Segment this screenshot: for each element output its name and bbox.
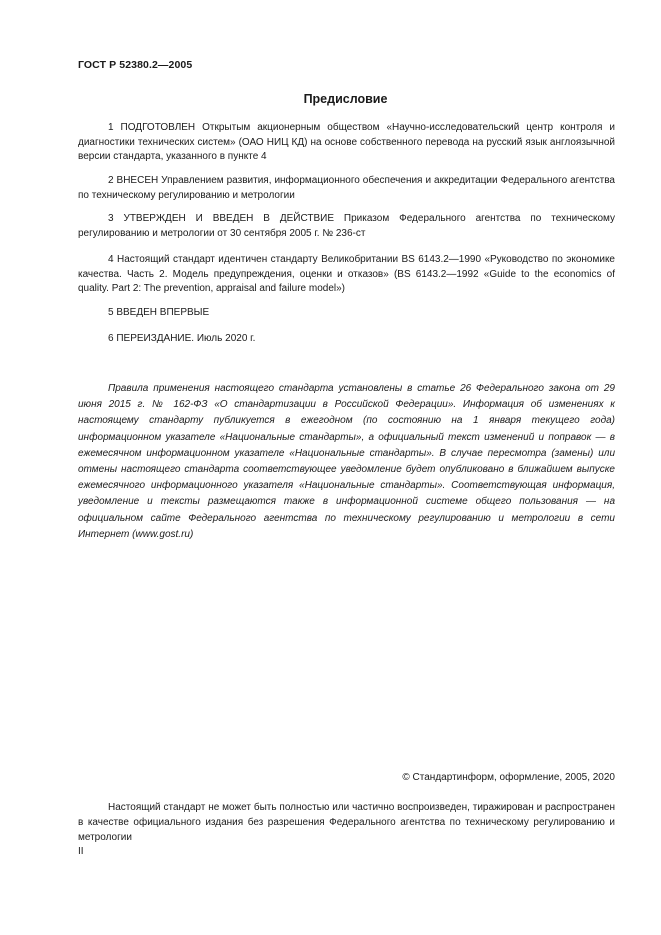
preface-item-1: 1 ПОДГОТОВЛЕН Открытым акционерным обществом «Научно-исследовательский центр контроля и диагностики технических систем» (ОАО НИЦ КД) на основе собственного перевода на русский язык англоязычной версии стандарта, указанного в пункте 4: [78, 122, 615, 162]
preface-item-3: 3 УТВЕРЖДЕН И ВВЕДЕН В ДЕЙСТВИЕ Приказом Федерального агентства по техническому регулированию и метрологии от 30 сентября 2005 г. № 236-ст: [78, 213, 615, 239]
application-rules-notice: Правила применения настоящего стандарта установлены в статье 26 Федерального закона от 29 июня 2015 г. № 162-ФЗ «О стандартизации в Российской Федерации». Информация об изменениях к настоящему стандарту публикуется в ежегодном (по состоянию на 1 января текущего года) информационном указателе «Национальные стандарты», а официальный текст изменений и поправок — в ежемесячном информационном указателе «Национальные стандарты». В случае пересмотра (замены) или отмены настоящего стандарта соответствующее уведомление будет опубликовано в ближайшем выпуске ежемесячного информационного указателя «Национальные стандарты». Соответствующая информация, уведомление и тексты размещаются также в информационной системе общего пользования — на официальном сайте Федерального агентства по техническому регулированию и метрологии в сети Интернет (www.gost.ru): [78, 383, 615, 540]
document-code: ГОСТ Р 52380.2—2005: [78, 59, 193, 71]
reproduction-notice: Настоящий стандарт не может быть полностью или частично воспроизведен, тиражирован и распространен в качестве официального издания без разрешения Федерального агентства по техническому регулированию и метрологии: [78, 802, 615, 843]
page-number: II: [78, 846, 84, 857]
copyright-notice: © Стандартинформ, оформление, 2005, 2020: [402, 772, 615, 783]
preface-item-6: 6 ПЕРЕИЗДАНИЕ. Июль 2020 г.: [108, 333, 256, 344]
preface-item-4: 4 Настоящий стандарт идентичен стандарту Великобритании BS 6143.2—1990 «Руководство по экономике качества. Часть 2. Модель предупреждения, оценки и отказов» (BS 6143.2—1992 «Guide to the economics of quality. Part 2: The prevention, appraisal and failure model»): [78, 254, 615, 294]
preface-item-5: 5 ВВЕДЕН ВПЕРВЫЕ: [108, 307, 210, 318]
page-title: Предисловие: [303, 92, 388, 106]
preface-item-2: 2 ВНЕСЕН Управлением развития, информационного обеспечения и аккредитации Федерального агентства по техническому регулированию и метрологии: [78, 175, 615, 201]
